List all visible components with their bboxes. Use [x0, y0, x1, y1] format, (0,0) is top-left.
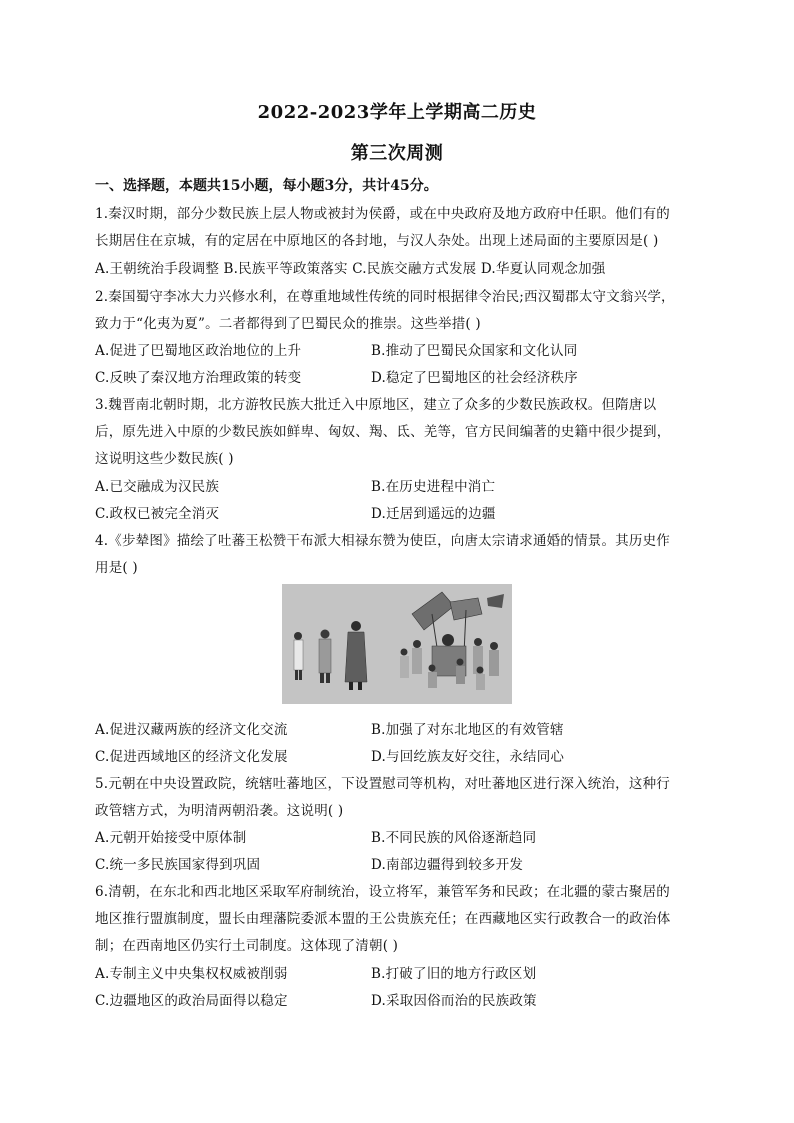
- question-6-option-a: A.专制主义中央集权权威被削弱: [95, 966, 288, 982]
- question-6-option-c: C.边疆地区的政治局面得以稳定: [95, 993, 288, 1009]
- question-6-line-1: 6.清朝，在东北和西北地区采取军府制统治，设立将军，兼管军务和民政；在北疆的蒙古聚居的: [95, 884, 670, 900]
- question-2-option-c: C.反映了秦汉地方治理政策的转变: [95, 370, 302, 386]
- question-3-line-2: 后，原先进入中原的少数民族如鲜卑、匈奴、羯、氐、羌等，官方民间编著的史籍中很少提到，: [95, 424, 671, 440]
- painting-illustration: [282, 584, 512, 704]
- question-5-option-b: B.不同民族的风俗逐渐趋同: [371, 830, 537, 846]
- question-3-option-a: A.已交融成为汉民族: [95, 479, 220, 495]
- question-3-option-c: C.政权已被完全消灭: [95, 506, 220, 522]
- question-4-option-d: D.与回纥族友好交往，永结同心: [371, 749, 565, 765]
- question-2-option-b: B.推动了巴蜀民众国家和文化认同: [371, 343, 578, 359]
- question-6-option-b: B.打破了旧的地方行政区划: [371, 966, 537, 982]
- question-6-line-3: 制；在西南地区仍实行土司制度。这体现了清朝( ): [95, 938, 399, 954]
- question-6-option-d: D.采取因俗而治的民族政策: [371, 993, 537, 1009]
- question-1-options: A.王朝统治手段调整 B.民族平等政策落实 C.民族交融方式发展 D.华夏认同观念加强: [95, 261, 606, 277]
- question-2-option-d: D.稳定了巴蜀地区的社会经济秩序: [371, 370, 578, 386]
- question-5-option-c: C.统一多民族国家得到巩固: [95, 857, 261, 873]
- question-5-option-a: A.元朝开始接受中原体制: [95, 830, 247, 846]
- page-title: 2022-2023学年上学期高二历史: [257, 102, 537, 123]
- question-4-option-c: C.促进西域地区的经济文化发展: [95, 749, 288, 765]
- question-4-option-a: A.促进汉藏两族的经济文化交流: [95, 722, 288, 738]
- page-subtitle: 第三次周测: [350, 143, 444, 164]
- question-4-line-1: 4.《步辇图》描绘了吐蕃王松赞干布派大相禄东赞为使臣，向唐太宗请求通婚的情景。其历史作: [95, 533, 670, 549]
- question-5-line-2: 政管辖方式，为明清两朝沿袭。这说明( ): [95, 803, 344, 819]
- question-1-line-2: 长期居住在京城，有的定居在中原地区的各封地，与汉人杂处。出现上述局面的主要原因是( ): [95, 233, 659, 249]
- question-2-line-1: 2.秦国蜀守李冰大力兴修水利，在尊重地域性传统的同时根据律令治民;西汉蜀郡太守文翁兴学，: [95, 289, 675, 305]
- section-heading: 一、选择题，本题共15小题，每小题3分，共计45分。: [95, 178, 438, 194]
- painting-image: [282, 584, 512, 704]
- question-1-line-1: 1.秦汉时期，部分少数民族上层人物或被封为侯爵，或在中央政府及地方政府中任职。他们有的: [95, 206, 670, 222]
- question-2-option-a: A.促进了巴蜀地区政治地位的上升: [95, 343, 302, 359]
- question-4-option-b: B.加强了对东北地区的有效管辖: [371, 722, 564, 738]
- question-3-option-b: B.在历史进程中消亡: [371, 479, 496, 495]
- question-5-option-d: D.南部边疆得到较多开发: [371, 857, 524, 873]
- question-2-line-2: 致力于“化夷为夏”。二者都得到了巴蜀民众的推崇。这些举措( ): [95, 316, 481, 332]
- question-4-line-2: 用是( ): [95, 560, 138, 576]
- question-5-line-1: 5.元朝在中央设置政院，统辖吐蕃地区，下设置慰司等机构，对吐蕃地区进行深入统治，这种行: [95, 776, 670, 792]
- question-3-line-1: 3.魏晋南北朝时期，北方游牧民族大批迁入中原地区，建立了众多的少数民族政权。但隋唐以: [95, 397, 657, 413]
- question-6-line-2: 地区推行盟旗制度，盟长由理藩院委派本盟的王公贵族充任；在西藏地区实行政教合一的政治体: [95, 911, 671, 927]
- question-3-option-d: D.迁居到遥远的边疆: [371, 506, 496, 522]
- question-3-line-3: 这说明这些少数民族( ): [95, 451, 234, 467]
